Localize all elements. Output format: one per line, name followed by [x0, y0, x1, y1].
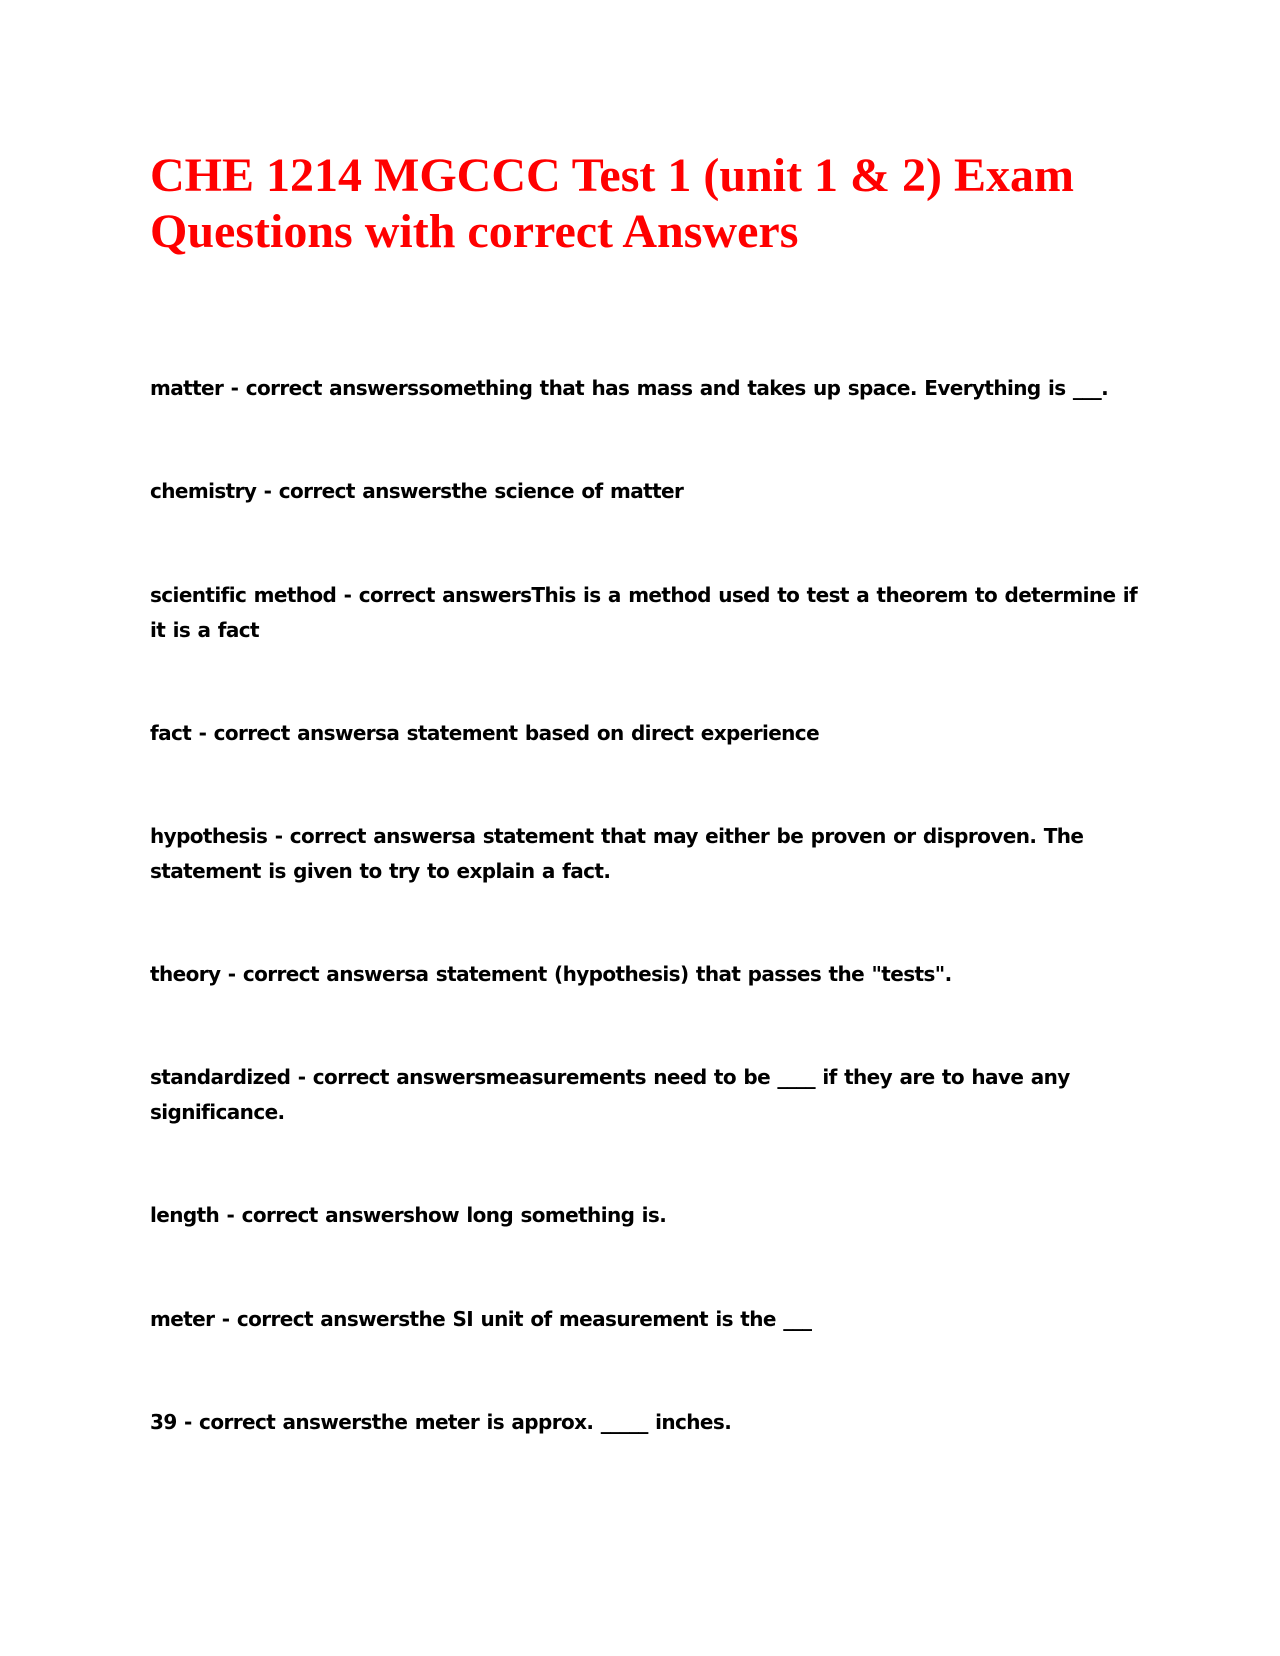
qa-item-standardized: standardized - correct answersmeasurements need to be ____ if they are to have any significance.: [150, 1065, 1070, 1124]
qa-item-hypothesis: hypothesis - correct answersa statement that may either be proven or disproven. The statement is given to try to explain a fact.: [150, 824, 1084, 883]
qa-item-meter: meter - correct answersthe SI unit of measurement is the ___: [150, 1307, 812, 1331]
qa-item-theory: theory - correct answersa statement (hypothesis) that passes the "tests".: [150, 962, 952, 986]
qa-item-length: length - correct answershow long something is.: [150, 1203, 667, 1227]
qa-item-chemistry: chemistry - correct answersthe science of matter: [150, 479, 684, 503]
document-title: CHE 1214 MGCCC Test 1 (unit 1 & 2) Exam Questions with correct Answers: [150, 149, 1075, 258]
qa-item-fact: fact - correct answersa statement based on direct experience: [150, 721, 820, 745]
qa-item-matter: matter - correct answerssomething that has mass and takes up space. Everything is ___.: [150, 376, 1109, 400]
qa-item-39: 39 - correct answersthe meter is approx. _____ inches.: [150, 1410, 732, 1434]
document-page: [150, 148, 1140, 260]
qa-item-scientific-method: scientific method - correct answersThis is a method used to test a theorem to determine if it is a fact: [150, 583, 1138, 642]
